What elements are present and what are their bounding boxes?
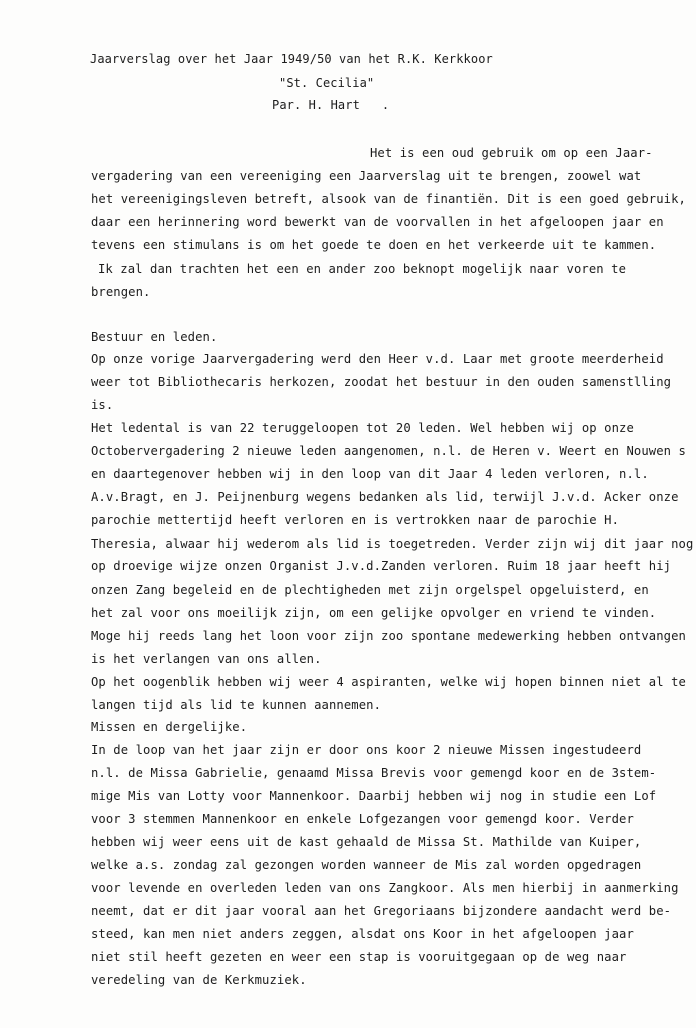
text-line: Octobervergadering 2 nieuwe leden aangenomen, n.l. de Heren v. Weert en Nouwen s bbox=[91, 444, 686, 458]
text-line: In de loop van het jaar zijn er door ons koor 2 nieuwe Missen ingestudeerd bbox=[91, 743, 642, 757]
text-line: Moge hij reeds lang het loon voor zijn zoo spontane medewerking hebben ontvangen bbox=[91, 629, 686, 643]
text-line: vergadering van een vereeniging een Jaarverslag uit te brengen, zoowel wat bbox=[91, 169, 642, 183]
text-line: hebben wij weer eens uit de kast gehaald de Missa St. Mathilde van Kuiper, bbox=[91, 835, 642, 849]
text-line: Op onze vorige Jaarvergadering werd den Heer v.d. Laar met groote meerderheid bbox=[91, 352, 664, 366]
text-line: is het verlangen van ons allen. bbox=[91, 652, 322, 666]
text-line: veredeling van de Kerkmuziek. bbox=[91, 973, 307, 987]
text-line: voor levende en overleden leden van ons Zangkoor. Als men hierbij in aanmerking bbox=[91, 881, 679, 895]
section-heading: Bestuur en leden. bbox=[91, 330, 218, 344]
section-heading: Missen en dergelijke. bbox=[91, 720, 248, 734]
text-line: langen tijd als lid te kunnen aannemen. bbox=[91, 698, 382, 712]
text-line: niet stil heeft gezeten en weer een stap is vooruitgegaan op de weg naar bbox=[91, 950, 627, 964]
text-line: parochie mettertijd heeft verloren en is vertrokken naar de parochie H. bbox=[91, 513, 620, 527]
text-line: Theresia, alwaar hij wederom als lid is toegetreden. Verder zijn wij dit jaar nog bbox=[91, 537, 694, 551]
text-line: steed, kan men niet anders zeggen, alsdat ons Koor in het afgeloopen jaar bbox=[91, 927, 634, 941]
text-line: neemt, dat er dit jaar vooral aan het Gregoriaans bijzondere aandacht werd be- bbox=[91, 904, 672, 918]
text-line: weer tot Bibliothecaris herkozen, zoodat het bestuur in den ouden samenstlling bbox=[91, 375, 672, 389]
text-line: n.l. de Missa Gabrielie, genaamd Missa Brevis voor gemengd koor en de 3stem- bbox=[91, 766, 657, 780]
text-line: onzen Zang begeleid en de plechtigheden met zijn orgelspel opgeluisterd, en bbox=[91, 583, 649, 597]
text-line: is. bbox=[91, 398, 114, 412]
text-line: het zal voor ons moeilijk zijn, om een gelijke opvolger en vriend te vinden. bbox=[91, 606, 657, 620]
text-line: daar een herinnering word bewerkt van de voorvallen in het afgeloopen jaar en bbox=[91, 215, 664, 229]
text-line: A.v.Bragt, en J. Peijnenburg wegens bedanken als lid, terwijl J.v.d. Acker onze bbox=[91, 490, 679, 504]
text-line: Het is een oud gebruik om op een Jaar- bbox=[370, 146, 653, 160]
text-line: tevens een stimulans is om het goede te doen en het verkeerde uit te kammen. bbox=[91, 238, 657, 252]
choir-name: "St. Cecilia" bbox=[279, 76, 375, 90]
text-line: Het ledental is van 22 teruggeloopen tot 20 leden. Wel hebben wij op onze bbox=[91, 421, 634, 435]
text-line: mige Mis van Lotty voor Mannenkoor. Daarbij hebben wij nog in studie een Lof bbox=[91, 789, 657, 803]
text-line: Ik zal dan trachten het een en ander zoo beknopt mogelijk naar voren te bbox=[98, 262, 627, 276]
text-line: en daartegenover hebben wij in den loop van dit Jaar 4 leden verloren, n.l. bbox=[91, 467, 649, 481]
text-line: het vereenigingsleven betreft, alsook van de finantiën. Dit is een goed gebruik, bbox=[91, 192, 686, 206]
parish-name: Par. H. Hart . bbox=[272, 98, 390, 112]
text-line: brengen. bbox=[91, 285, 151, 299]
text-line: welke a.s. zondag zal gezongen worden wanneer de Mis zal worden opgedragen bbox=[91, 858, 642, 872]
document-title: Jaarverslag over het Jaar 1949/50 van het R.K. Kerkkoor bbox=[90, 52, 493, 66]
text-line: voor 3 stemmen Mannenkoor en enkele Lofgezangen voor gemengd koor. Verder bbox=[91, 812, 634, 826]
text-line: op droevige wijze onzen Organist J.v.d.Zanden verloren. Ruim 18 jaar heeft hij bbox=[91, 559, 672, 573]
text-line: Op het oogenblik hebben wij weer 4 aspiranten, welke wij hopen binnen niet al te bbox=[91, 675, 686, 689]
